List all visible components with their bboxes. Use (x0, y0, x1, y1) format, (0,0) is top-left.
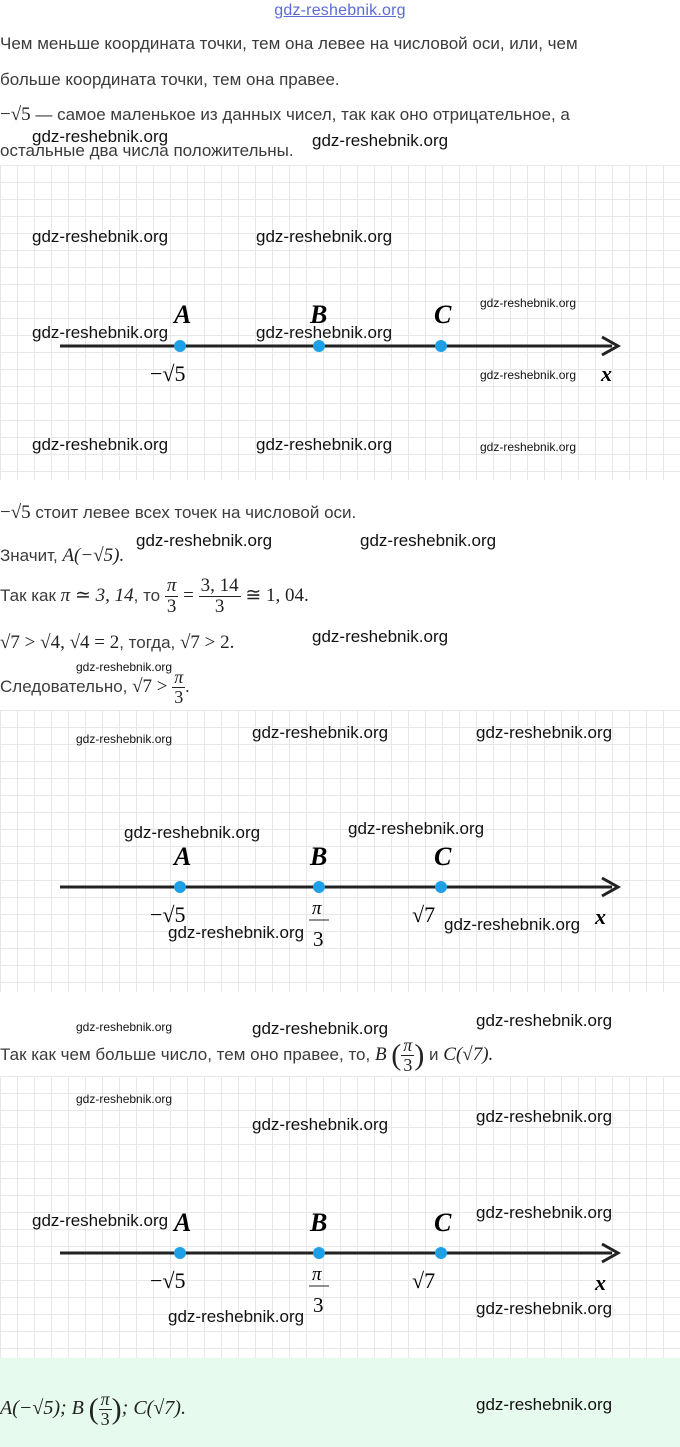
fraction: $\frac{\pi}{3}$ (166, 575, 177, 618)
text-span: стоит левее всех точек на числовой оси. (30, 503, 357, 522)
text-span: — самое маленькое из данных чисел, так как оно отрицательное, а (30, 105, 570, 124)
point-c (435, 1247, 447, 1259)
answer-line: A(−√5); B ( $\frac{\pi}{3}$ ); C(√7). (0, 1389, 186, 1430)
fraction: $\frac{\pi}{3}$ (403, 1035, 413, 1076)
point-value-a: −√5 (150, 361, 186, 386)
watermark: gdz-reshebnik.org (312, 131, 449, 150)
text-line (0, 545, 124, 567)
fraction: $\frac{\pi}{3}$ (174, 667, 184, 708)
text-line (0, 502, 356, 524)
watermark: gdz-reshebnik.org (476, 1011, 613, 1030)
watermark: gdz-reshebnik.org (32, 323, 169, 342)
watermark: gdz-reshebnik.org (168, 1307, 305, 1326)
watermark: gdz-reshebnik.org (480, 368, 577, 382)
point-value-b-num: π (312, 898, 322, 919)
point-c (435, 881, 447, 893)
watermark: gdz-reshebnik.org (124, 823, 261, 842)
point-label-b: B (310, 1208, 328, 1237)
text-span: Так как (0, 586, 61, 605)
point-b (313, 881, 325, 893)
math-expression: √7 > √4, √4 = 2 (0, 632, 120, 653)
watermark: gdz-reshebnik.org (252, 723, 389, 742)
point-value-c: √7 (412, 1268, 436, 1293)
point-label-a: A (174, 842, 192, 871)
math-expression: C(√7). (443, 1044, 494, 1065)
watermark: gdz-reshebnik.org (256, 435, 393, 454)
axis-label: x (601, 361, 612, 386)
point-value-a: −√5 (150, 1268, 186, 1293)
point-label-a: A (174, 300, 192, 329)
text-line: Чем меньше координата точки, тем она левее на числовой оси, или, чем (0, 34, 578, 53)
point-value-b-den: 3 (313, 1293, 324, 1317)
point-label-c: C (434, 842, 452, 871)
point-value-b-den: 3 (313, 927, 324, 951)
number-line-svg (0, 710, 680, 992)
point-label-c: C (434, 1208, 452, 1237)
point-label-b: B (310, 300, 328, 329)
math-expression: A(−√5). (62, 545, 125, 566)
math-expression: −√5 (0, 104, 31, 125)
watermark: gdz-reshebnik.org (252, 1115, 389, 1134)
text-span: Следовательно, (0, 677, 133, 696)
number-line-figure (0, 710, 680, 992)
point-label-a: A (174, 1208, 192, 1237)
site-link[interactable]: gdz-reshebnik.org (274, 2, 406, 19)
point-value-c: √7 (412, 902, 436, 927)
text-line: Так как π ≃ 3, 14, то $\frac{\pi}{3}$ = $\frac{3, 14}{3}$ ≅ 1, 04. (0, 575, 309, 618)
axis-label: x (595, 904, 606, 929)
watermark: gdz-reshebnik.org (168, 923, 305, 942)
point-c (435, 340, 447, 352)
text-line: больше координата точки, тем она правее. (0, 70, 340, 89)
watermark: gdz-reshebnik.org (360, 531, 497, 550)
watermark: gdz-reshebnik.org (252, 1019, 389, 1038)
point-value-b-num: π (312, 1264, 322, 1285)
text-span: , то (133, 586, 165, 605)
axis-label: x (595, 1270, 606, 1295)
point-label-b: B (310, 842, 328, 871)
watermark: gdz-reshebnik.org (476, 1107, 613, 1126)
fraction: $\frac{\pi}{3}$ (100, 1389, 110, 1430)
point-a (174, 881, 186, 893)
watermark: gdz-reshebnik.org (444, 915, 581, 934)
point-label-c: C (434, 300, 452, 329)
watermark: gdz-reshebnik.org (256, 323, 393, 342)
point-a (174, 340, 186, 352)
text-span: Так как чем больше число, тем оно правее, то, (0, 1045, 375, 1064)
watermark: gdz-reshebnik.org (312, 627, 449, 646)
point-b (313, 1247, 325, 1259)
watermark: gdz-reshebnik.org (476, 1299, 613, 1318)
watermark: gdz-reshebnik.org (480, 296, 577, 310)
watermark: gdz-reshebnik.org (348, 819, 485, 838)
watermark: gdz-reshebnik.org (32, 435, 169, 454)
math-expression: −√5 (0, 502, 31, 523)
watermark: gdz-reshebnik.org (32, 127, 169, 146)
math-expression: π ≃ 3, 14 (60, 585, 134, 606)
fraction: $\frac{3, 14}{3}$ (200, 575, 239, 618)
math-expression: √7 > (132, 676, 168, 697)
watermark: gdz-reshebnik.org (476, 1395, 613, 1414)
text-span: и (424, 1045, 444, 1064)
text-line (0, 632, 234, 654)
watermark: gdz-reshebnik.org (32, 1211, 169, 1230)
watermark: gdz-reshebnik.org (32, 227, 169, 246)
watermark: gdz-reshebnik.org (76, 732, 173, 746)
point-value-a: −√5 (150, 902, 186, 927)
math-expression: ≅ 1, 04. (245, 585, 309, 606)
text-line (0, 104, 570, 126)
text-span: , тогда, (119, 633, 180, 652)
watermark: gdz-reshebnik.org (136, 531, 273, 550)
text-span: Значит, (0, 546, 63, 565)
watermark: gdz-reshebnik.org (76, 1020, 173, 1034)
math-expression: √7 > 2. (179, 632, 235, 653)
watermark: gdz-reshebnik.org (476, 723, 613, 742)
watermark: gdz-reshebnik.org (476, 1203, 613, 1222)
text-line: остальные два числа положительны. (0, 141, 294, 160)
watermark: gdz-reshebnik.org (480, 440, 577, 454)
watermark: gdz-reshebnik.org (76, 660, 173, 674)
watermark: gdz-reshebnik.org (256, 227, 393, 246)
text-line: Так как чем больше число, тем оно правее, то, B ( $\frac{\pi}{3}$ ) и C(√7). (0, 1035, 494, 1076)
point-a (174, 1247, 186, 1259)
watermark: gdz-reshebnik.org (76, 1092, 173, 1106)
text-line: Следовательно, √7 > $\frac{\pi}{3}$ . (0, 667, 190, 708)
